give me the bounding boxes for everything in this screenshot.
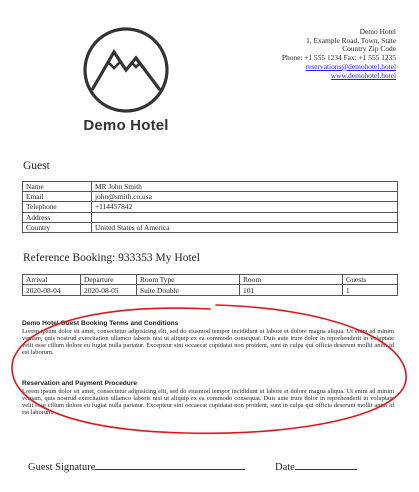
column-header: Arrival <box>23 275 81 285</box>
guest-section-title: Guest <box>23 160 50 172</box>
email-link[interactable]: reservations@demohotel.hotel <box>305 61 396 71</box>
contact-line: Demo Hotel <box>359 27 396 36</box>
date-label: Date <box>275 462 295 473</box>
row-label: Address <box>23 212 92 222</box>
cell-room-type: Suite Double <box>137 285 240 295</box>
payment-heading: Reservation and Payment Procedure <box>22 380 138 387</box>
terms-heading: Demo Hotel Guest Booking Terms and Conditions <box>22 320 179 327</box>
table-row <box>23 285 398 295</box>
row-label: Name <box>23 182 92 192</box>
row-label: Email <box>23 192 92 202</box>
column-header: Room Type <box>137 275 240 285</box>
website-link[interactable]: www.demohotel.hotel <box>330 70 396 80</box>
hotel-brand-name: Demo Hotel <box>83 117 169 134</box>
table-row <box>23 192 398 202</box>
booking-table <box>22 274 398 296</box>
column-header: Guests <box>343 275 398 285</box>
terms-body: Lorem ipsum dolor sit amet, consectetur adipisicing elit, sed do eiusmod tempor incididunt ut labore et dolore magna aliqua. Ut enim ad minim veniam, quis nostrud exercitation ullamco laboris nisi ut aliquip ex ea commodo consequat. Duis aute irure dolor in reprehenderit in voluptate velit esse cillum dolore eu fugiat nulla pariatur. Excepteur sint occaecat cupidatat non proident, sunt in culpa qui officia deserunt mollit anim id est laborum. <box>22 328 394 357</box>
guest-info-table <box>22 181 398 233</box>
date-line <box>295 469 357 470</box>
cell-arrival: 2020-08-04 <box>23 285 81 295</box>
cell-room: 101 <box>240 285 343 295</box>
date-field[interactable] <box>275 462 357 473</box>
terms-section <box>22 320 394 356</box>
row-value <box>92 212 398 222</box>
payment-body: Lorem ipsum dolor sit amet, consectetur adipisicing elit, sed do eiusmod tempor incididunt ut labore et dolore magna aliqua. Ut enim ad minim veniam, quis nostrud exercitation ullamco laboris nisi ut aliquip ex ea commodo consequat. Duis aute irure dolor in reprehenderit in voluptate velit esse cillum dolore eu fugiat nulla pariatur. Excepteur sint occaecat cupidatat non proident, sunt in culpa qui officia deserunt mollit anim id est laborum. <box>22 388 394 417</box>
mountain-logo-icon <box>70 22 182 122</box>
guest-signature-label: Guest Signature <box>28 462 96 473</box>
row-value: john@smith.co.usa <box>92 192 398 202</box>
column-header: Room <box>240 275 343 285</box>
row-value: United States of America <box>92 222 398 232</box>
contact-line: 1, Example Road, Town, State <box>306 35 396 45</box>
contact-line: Country Zip Code <box>342 44 396 54</box>
row-label: Telephone <box>23 202 92 212</box>
guest-signature-field[interactable] <box>28 462 245 473</box>
row-value: MR John Smith <box>92 182 398 192</box>
row-label: Country <box>23 222 92 232</box>
hotel-contact-block <box>282 28 396 80</box>
payment-section <box>22 380 394 416</box>
column-header: Departure <box>81 275 137 285</box>
table-row <box>23 202 398 212</box>
guest-signature-line <box>95 469 245 470</box>
table-row <box>23 212 398 222</box>
contact-line: Phone: +1 555 1234 Fax: +1 555 1235 <box>281 53 396 63</box>
cell-departure: 2020-08-05 <box>81 285 137 295</box>
booking-title: Reference Booking: 933353 My Hotel <box>23 252 200 264</box>
table-row <box>23 182 398 192</box>
table-row <box>23 222 398 232</box>
row-value: +114457842 <box>92 202 398 212</box>
cell-guests: 1 <box>343 285 398 295</box>
table-header-row <box>23 275 398 285</box>
